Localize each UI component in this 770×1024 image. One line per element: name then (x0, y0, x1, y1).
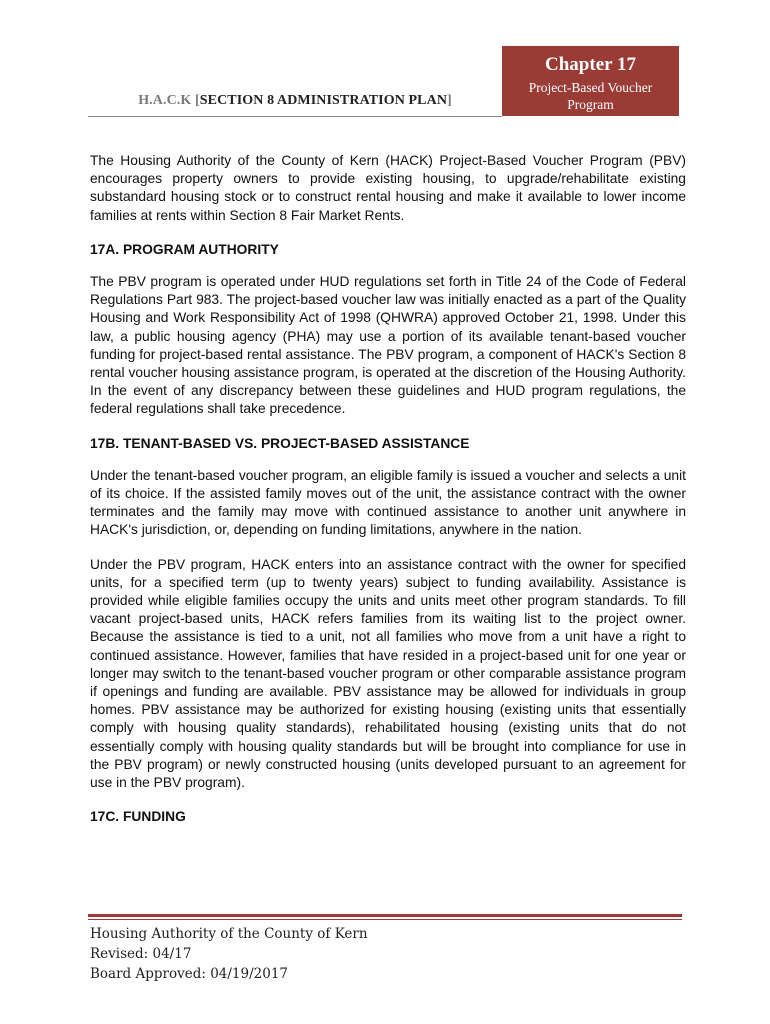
footer-rule-thick (88, 914, 682, 917)
section-a-heading: 17A. PROGRAM AUTHORITY (90, 241, 279, 257)
chapter-subtitle-line2: Program (567, 97, 614, 112)
header-org-suffix: ] (447, 93, 452, 108)
header-org-prefix: H.A.C.K [ (138, 93, 200, 108)
intro-paragraph: The Housing Authority of the County of Kern (HACK) Project-Based Voucher Program (PBV) encourages property owners to provide existing housing, to upgrade/rehabilitate existing substandard housing stock or to construct rental housing and make it available to lower income families at rents within Section 8 Fair Market Rents. (90, 153, 686, 223)
header-rule (88, 116, 502, 117)
section-a-paragraph: The PBV program is operated under HUD regulations set forth in Title 24 of the Code of Federal Regulations Part 983. The project-based voucher law was initially enacted as a part of the Quality Housing and Work Responsibility Act of 1998 (QHWRA) approved October 21, 1998. Under this law, a public housing agency (PHA) may use a portion of its available tenant-based voucher funding for project-based rental assistance. The PBV program, a component of HACK's Section 8 rental voucher housing assistance program, is operated at the discretion of the Housing Authority. In the event of any discrepancy between these guidelines and HUD program regulations, the federal regulations shall take precedence. (90, 274, 686, 417)
chapter-box (502, 46, 679, 116)
footer-rule-thin (88, 919, 682, 920)
section-b-heading: 17B. TENANT-BASED VS. PROJECT-BASED ASSISTANCE (90, 435, 470, 451)
section-b-paragraph-2: Under the PBV program, HACK enters into an assistance contract with the owner for specified units, for a specified term (up to twenty years) subject to funding availability. Assistance is provided while eligible families occupy the units and units meet other program standards. To fill vacant project-based units, HACK refers families from its waiting list to the project owner. Because the assistance is tied to a unit, not all families who move from a unit have a right to continued assistance. However, families that have resided in a project-based unit for one year or longer may switch to the tenant-based voucher program or other comparable assistance program if openings and funding are available. PBV assistance may be allowed for individuals in group homes. PBV assistance may be authorized for existing housing (existing units that essentially comply with housing quality standards), rehabilitated housing (existing units that do not essentially comply with housing quality standards but will be brought into compliance for use in the PBV program) or newly constructed housing (units developed pursuant to an agreement for use in the PBV program). (90, 556, 686, 791)
section-c-heading: 17C. FUNDING (90, 809, 186, 825)
document-body (90, 152, 686, 827)
chapter-subtitle (502, 79, 679, 113)
footer-revised: Revised: 04/17 (90, 946, 192, 962)
section-b-paragraph-1: Under the tenant-based voucher program, an eligible family is issued a voucher and selects a unit of its choice. If the assisted family moves out of the unit, the assistance contract with the owner terminates and the family may move with continued assistance to another unit anywhere in HACK's jurisdiction, or, depending on funding limitations, anywhere in the nation. (90, 467, 686, 538)
header-organization (90, 93, 500, 109)
footer (90, 924, 490, 984)
footer-organization: Housing Authority of the County of Kern (90, 926, 368, 942)
header-plan-title: SECTION 8 ADMINISTRATION PLAN (199, 93, 448, 108)
chapter-subtitle-line1: Project-Based Voucher (528, 80, 653, 95)
footer-board-approved: Board Approved: 04/19/2017 (90, 966, 289, 982)
chapter-title: Chapter 17 (545, 54, 636, 75)
